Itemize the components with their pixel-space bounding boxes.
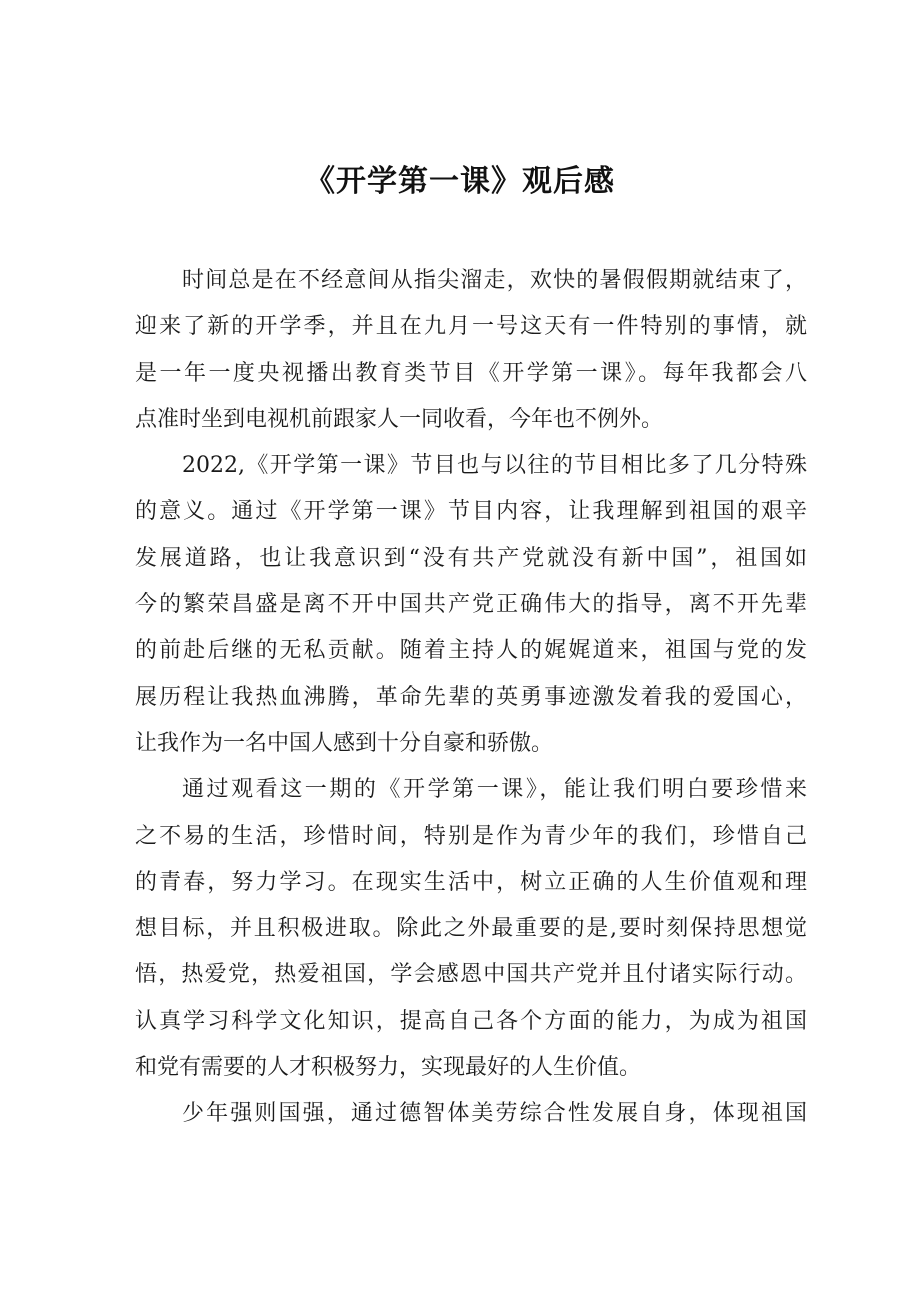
paragraph-3-line-6: 认真学习科学文化知识，提高自己各个方面的能力，为成为祖国 — [135, 1008, 807, 1034]
page-title: 《开学第一课》观后感 — [305, 164, 615, 199]
paragraph-1-line-4: 点准时坐到电视机前跟家人一同收看，今年也不例外。 — [135, 406, 664, 432]
paragraph-3-line-1: 通过观看这一期的《开学第一课》，能让我们明白要珍惜来 — [182, 777, 807, 803]
paragraph-1-line-2: 迎来了新的开学季，并且在九月一号这天有一件特别的事情，就 — [135, 314, 807, 340]
paragraph-3-line-3: 的青春，努力学习。在现实生活中，树立正确的人生价值观和理 — [135, 869, 807, 895]
paragraph-2-line-5: 的前赴后继的无私贡献。随着主持人的娓娓道来，祖国与党的发 — [135, 638, 807, 664]
paragraph-2-line-1: 2022,《开学第一课》节目也与以往的节目相比多了几分特殊 — [182, 453, 807, 479]
paragraph-3-line-4: 想目标，并且积极进取。除此之外最重要的是,要时刻保持思想觉 — [135, 916, 807, 942]
paragraph-2-line-6: 展历程让我热血沸腾，革命先辈的英勇事迹激发着我的爱国心， — [135, 684, 807, 710]
paragraph-3-line-7: 和党有需要的人才积极努力，实现最好的人生价值。 — [135, 1055, 642, 1081]
document-body — [135, 258, 807, 1138]
paragraph-2-line-3: 发展道路，也让我意识到“没有共产党就没有新中国”，祖国如 — [135, 545, 807, 571]
paragraph-2-line-7: 让我作为一名中国人感到十分自豪和骄傲。 — [135, 730, 554, 756]
paragraph-3-line-5: 悟，热爱党，热爱祖国，学会感恩中国共产党并且付诸实际行动。 — [135, 962, 807, 988]
paragraph-4-line-1: 少年强则国强，通过德智体美劳综合性发展自身，体现祖国 — [182, 1101, 807, 1127]
paragraph-2-line-2: 的意义。通过《开学第一课》节目内容，让我理解到祖国的艰辛 — [135, 499, 807, 525]
paragraph-3-line-2: 之不易的生活，珍惜时间，特别是作为青少年的我们，珍惜自己 — [135, 823, 807, 849]
paragraph-1-line-3: 是一年一度央视播出教育类节目《开学第一课》。每年我都会八 — [135, 360, 807, 386]
paragraph-2-line-4: 今的繁荣昌盛是离不开中国共产党正确伟大的指导，离不开先辈 — [135, 592, 807, 618]
paragraph-1-line-1: 时间总是在不经意间从指尖溜走，欢快的暑假假期就结束了， — [182, 268, 807, 293]
